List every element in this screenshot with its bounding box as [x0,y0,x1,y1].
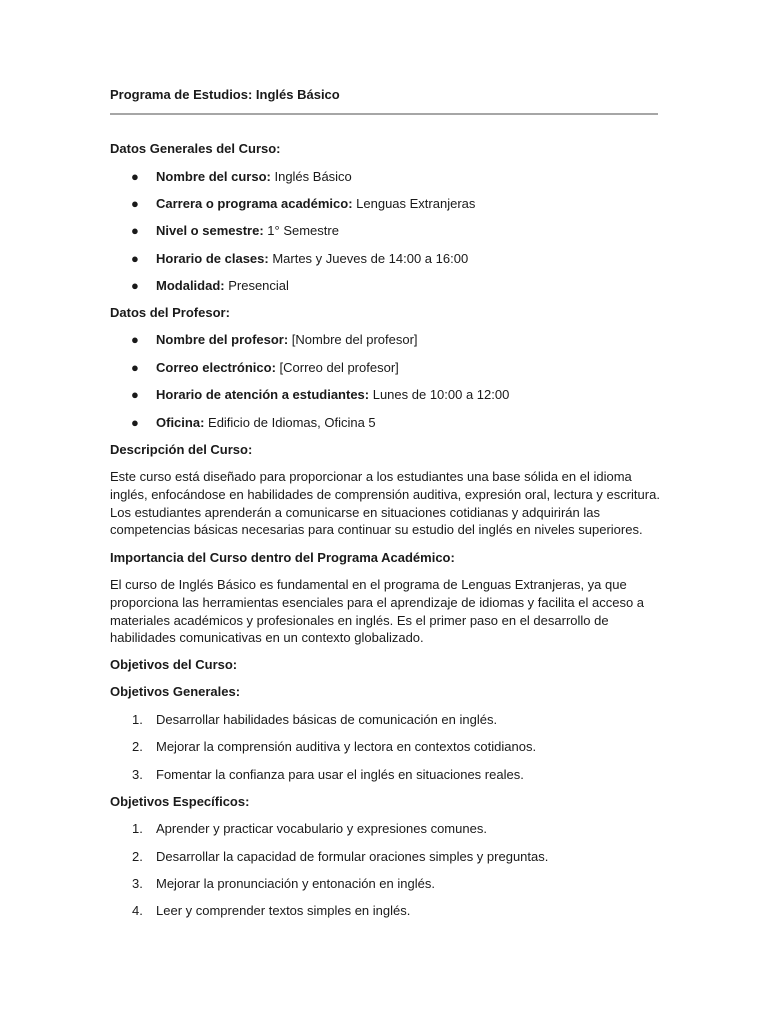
bullet-icon: ● [131,278,139,293]
numbered-item: Fomentar la confianza para usar el inglés en situaciones reales. [156,767,524,782]
section-heading-objetivos: Objetivos del Curso: [110,657,238,672]
bullet-icon: ● [131,387,139,402]
list-item [156,196,475,211]
paragraph-line: El curso de Inglés Básico es fundamental en el programa de Lenguas Extranjeras, ya que [110,577,627,592]
list-item [156,415,376,430]
bullet-icon: ● [131,196,139,211]
paragraph-line: inglés, enfocándose en habilidades de comprensión auditiva, expresión oral, lectura y escritura. [110,486,660,502]
bullet-icon: ● [131,251,139,266]
item-label: Correo electrónico: [156,360,276,375]
paragraph-line: Este curso está diseñado para proporcionar a los estudiantes una base sólida en el idioma [110,469,632,484]
paragraph-descripcion [110,468,662,539]
bullet-icon: ● [131,169,139,184]
item-value: [Correo del profesor] [275,360,399,375]
numbered-item: Leer y comprender textos simples en inglés. [156,903,411,918]
item-label: Nombre del curso: [156,169,271,184]
bullet-icon: ● [131,360,139,375]
section-heading-datos-profesor: Datos del Profesor: [110,305,230,320]
item-label: Oficina: [156,415,205,430]
bullet-icon: ● [131,332,139,347]
item-label: Nombre del profesor: [156,332,289,347]
numbered-item: Mejorar la comprensión auditiva y lectora en contextos cotidianos. [156,739,537,754]
item-value: [Nombre del profesor] [288,332,418,347]
paragraph-importancia [110,576,662,647]
list-item [156,360,399,375]
item-value: 1° Semestre [263,223,339,238]
bullet-icon: ● [131,415,139,430]
numbered-item: Mejorar la pronunciación y entonación en inglés. [156,876,435,891]
list-item [156,278,289,293]
paragraph-line: Los estudiantes aprenderán a comunicarse en situaciones cotidianas y adquirirán las [110,504,600,520]
section-heading-datos-generales: Datos Generales del Curso: [110,141,281,156]
item-label: Horario de clases: [156,251,269,266]
item-label: Horario de atención a estudiantes: [156,387,370,402]
subheading-objetivos-generales: Objetivos Generales: [110,684,241,699]
list-number: 2. [132,739,143,754]
list-item [156,251,468,266]
item-value: Lunes de 10:00 a 12:00 [369,387,510,402]
subheading-objetivos-especificos: Objetivos Específicos: [110,794,250,809]
list-number: 1. [132,712,143,727]
item-value: Martes y Jueves de 14:00 a 16:00 [268,251,469,266]
list-item [156,169,352,184]
item-value: Lenguas Extranjeras [352,196,476,211]
item-label: Modalidad: [156,278,225,293]
item-value: Edificio de Idiomas, Oficina 5 [204,415,376,430]
item-value: Presencial [224,278,289,293]
section-heading-descripcion: Descripción del Curso: [110,442,253,457]
numbered-item: Desarrollar la capacidad de formular oraciones simples y preguntas. [156,849,549,864]
paragraph-line: competencias básicas necesarias para continuar su estudio del inglés en niveles superiores. [110,522,643,538]
list-number: 2. [132,849,143,864]
numbered-item: Aprender y practicar vocabulario y expresiones comunes. [156,821,487,836]
list-number: 3. [132,767,143,782]
paragraph-line: proporciona las herramientas esenciales para el aprendizaje de idiomas y facilita el acceso a [110,594,645,610]
paragraph-line: habilidades comunicativas en un contexto globalizado. [110,630,424,646]
list-number: 4. [132,903,143,918]
section-heading-importancia: Importancia del Curso dentro del Programa Académico: [110,550,455,565]
document-title: Programa de Estudios: Inglés Básico [110,87,340,102]
paragraph-line: materiales académicos y profesionales en inglés. Es el primer paso en el desarrollo de [110,612,609,628]
list-item [156,223,339,238]
bullet-icon: ● [131,223,139,238]
list-item [156,387,509,402]
numbered-item: Desarrollar habilidades básicas de comunicación en inglés. [156,712,498,727]
item-label: Nivel o semestre: [156,223,264,238]
item-label: Carrera o programa académico: [156,196,353,211]
list-number: 1. [132,821,143,836]
item-value: Inglés Básico [270,169,352,184]
list-item [156,332,418,347]
list-number: 3. [132,876,143,891]
title-divider [110,113,658,115]
